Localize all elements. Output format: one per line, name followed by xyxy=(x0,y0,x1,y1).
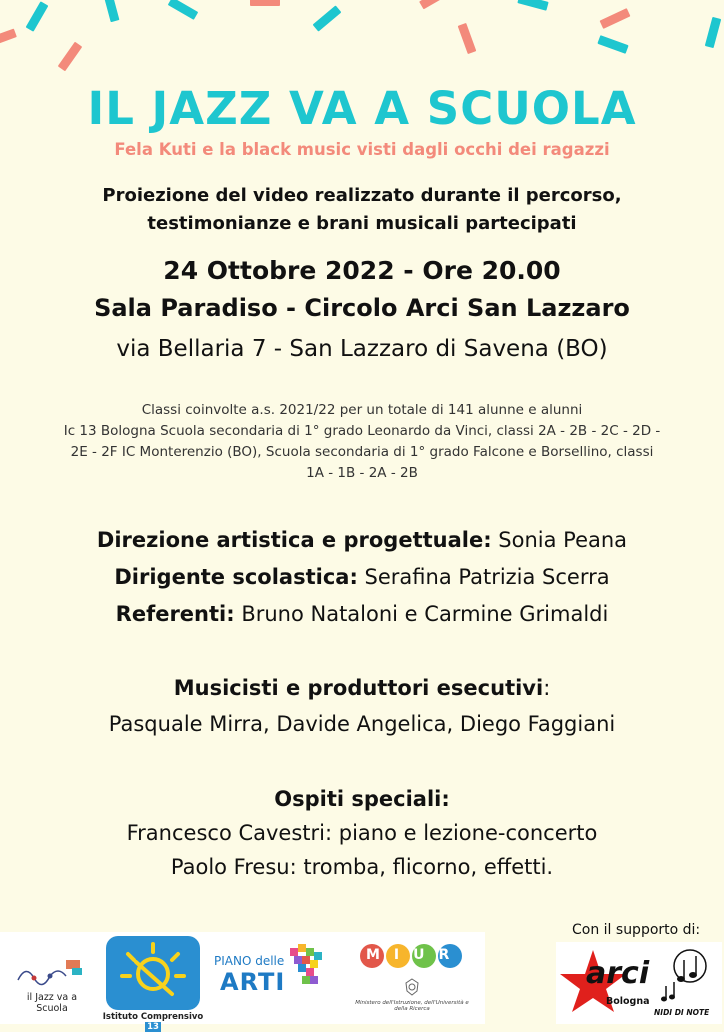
istituto-logo-number: 13 xyxy=(147,1022,159,1032)
description-line: Proiezione del video realizzato durante il percorso, xyxy=(102,185,622,206)
arci-nidi-logo xyxy=(556,942,722,1024)
event-venue: Sala Paradiso - Circolo Arci San Lazzaro xyxy=(94,294,630,322)
confetti-piece xyxy=(458,23,477,54)
musicians-colon: : xyxy=(543,676,551,700)
event-description xyxy=(0,182,724,238)
classes-line: Classi coinvolte a.s. 2021/22 per un totale di 141 alunne e alunni xyxy=(141,402,583,418)
music-notes-icon xyxy=(14,954,88,990)
support-caption: Con il supporto di: xyxy=(572,922,701,938)
guest-item: Paolo Fresu: tromba, flicorno, effetti. xyxy=(170,855,554,879)
classes-line: 2E - 2F IC Monterenzio (BO), Scuola secondaria di 1° grado Falcone e Borsellino, classi xyxy=(70,444,654,460)
poster-subtitle: Fela Kuti e la black music visti dagli occhi dei ragazzi xyxy=(114,140,610,159)
confetti-piece xyxy=(600,8,631,29)
musicians-names: Pasquale Mirra, Davide Angelica, Diego Faggiani xyxy=(108,712,616,736)
credit-value: Serafina Patrizia Scerra xyxy=(357,565,610,589)
confetti-piece xyxy=(517,0,548,11)
confetti-piece xyxy=(168,0,198,20)
confetti-piece xyxy=(597,35,628,54)
credit-value: Sonia Peana xyxy=(491,528,628,552)
colorful-head-icon xyxy=(286,942,330,998)
credit-label: Referenti: xyxy=(115,602,235,626)
jazz-va-a-scuola-logo xyxy=(12,944,90,1014)
credit-direction xyxy=(0,522,724,559)
poster-title: IL JAZZ VA A SCUOLA xyxy=(87,82,637,135)
piano-delle-arti-logo xyxy=(214,942,334,1012)
credits-block xyxy=(0,522,724,633)
confetti-piece xyxy=(705,17,721,48)
event-date-time: 24 Ottobre 2022 - Ore 20.00 xyxy=(163,256,561,285)
participating-classes xyxy=(20,400,704,484)
istituto-logo-tile xyxy=(106,936,200,1010)
classes-line: Ic 13 Bologna Scuola secondaria di 1° grado Leonardo da Vinci, classi 2A - 2B - 2C - 2D - xyxy=(63,423,661,439)
confetti-piece xyxy=(250,0,280,6)
emblem-icon xyxy=(404,978,420,996)
confetti-piece xyxy=(0,29,17,45)
classes-line: 1A - 1B - 2A - 2B xyxy=(306,465,418,481)
miur-logo xyxy=(352,940,472,1020)
nidi-logo-text: NIDI DI NOTE xyxy=(654,1008,710,1017)
confetti-piece xyxy=(419,0,441,9)
credit-label: Dirigente scolastica: xyxy=(114,565,358,589)
confetti-piece xyxy=(26,1,49,31)
confetti-piece xyxy=(313,5,342,31)
guest-item: Francesco Cavestri: piano e lezione-concerto xyxy=(126,821,598,845)
piano-logo-arti: ARTI xyxy=(220,968,286,996)
sponsor-logos xyxy=(0,932,724,1032)
miur-logo-text: MIUR xyxy=(366,947,464,963)
description-line: testimonianze e brani musicali partecipati xyxy=(147,213,577,234)
istituto-logo-text: Istituto Comprensivo xyxy=(102,1012,204,1022)
sun-icon xyxy=(106,936,200,1010)
credit-referents xyxy=(0,596,724,633)
credit-label: Direzione artistica e progettuale: xyxy=(96,528,492,552)
credit-value: Bruno Nataloni e Carmine Grimaldi xyxy=(234,602,609,626)
music-notes-icon xyxy=(660,942,716,1006)
musicians-block xyxy=(0,670,724,742)
musicians-heading xyxy=(0,670,724,706)
guests-block xyxy=(0,782,724,884)
miur-badges xyxy=(356,944,468,972)
arci-logo-city: Bologna xyxy=(606,996,650,1007)
credit-principal xyxy=(0,559,724,596)
confetti-piece xyxy=(58,42,83,72)
arci-logo-text: arci xyxy=(586,956,650,991)
piano-logo-top: PIANO delle xyxy=(214,954,285,968)
istituto-logo-caption xyxy=(102,1012,204,1032)
jazz-logo-text: il Jazz va a Scuola xyxy=(26,992,78,1014)
musicians-label: Musicisti e produttori esecutivi xyxy=(173,676,544,700)
event-address: via Bellaria 7 - San Lazzaro di Savena (BO) xyxy=(116,336,608,362)
istituto-comprensivo-logo xyxy=(102,936,204,1032)
miur-logo-caption: Ministero dell'Istruzione, dell'Università e della Ricerca xyxy=(355,1000,469,1012)
guests-heading: Ospiti speciali: xyxy=(274,787,450,811)
confetti-piece xyxy=(105,0,120,22)
